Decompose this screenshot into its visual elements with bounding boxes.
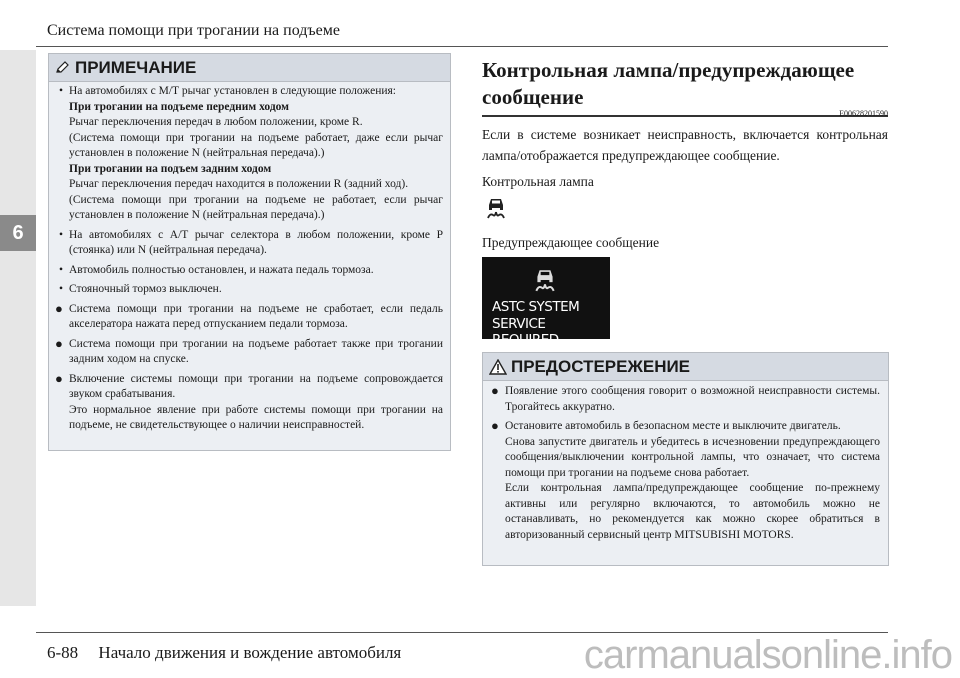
lamp-label: Контрольная лампа: [482, 174, 594, 189]
note-item: [55, 370, 443, 434]
warning-display: [482, 257, 610, 348]
document-code: E00628201590: [839, 109, 888, 118]
section-paragraph: Если в системе возникает неисправность, включается контрольная лампа/отображается предупреждающее сообщение.: [482, 127, 888, 163]
note-title: ПРИМЕЧАНИЕ: [75, 57, 197, 77]
note-subheading: При трогании на подъем задним ходом: [69, 162, 272, 175]
note-text: Рычаг переключения передач в любом положении, кроме R.: [69, 116, 363, 128]
note-text: (Система помощи при трогании на подъеме работает, даже если рычаг установлен в положение N (нейтральная передача).): [69, 131, 443, 159]
chapter-title: Начало движения и вождение автомобиля: [98, 643, 402, 662]
warning-text: Остановите автомобиль в безопасном месте и выключите двигатель.: [505, 420, 841, 432]
note-item: [59, 282, 443, 298]
display-line-2: SERVICE REQUIRED: [492, 316, 559, 348]
pencil-icon: [55, 61, 69, 75]
note-item: [59, 84, 443, 224]
bullet-marker: •: [59, 85, 64, 97]
note-text: Включение системы помощи при трогании на подъеме сопровождается звуком срабатывания.: [69, 372, 443, 400]
astc-display-icon: [531, 267, 559, 293]
note-text: Это нормальное явление при работе системы помощи при трогании на подъеме, не свидетельствующее о наличии неисправностей.: [69, 403, 443, 431]
note-text: Рычаг переключения передач находится в положении R (задний ход).: [69, 178, 409, 190]
warning-box: [482, 352, 889, 566]
note-text: Автомобиль полностью остановлен, и нажата педаль тормоза.: [69, 263, 374, 276]
note-text: На автомобилях с А/Т рычаг селектора в любом положении, кроме Р (стоянка) или N (нейтральная передача).: [69, 228, 443, 256]
message-label: Предупреждающее сообщение: [482, 235, 660, 250]
bullet-marker: •: [59, 263, 64, 276]
note-item: [55, 335, 443, 368]
bullet-marker: ●: [491, 383, 499, 398]
note-text: Система помощи при трогании на подъеме работает также при трогании задним ходом на спуске.: [69, 337, 443, 365]
bullet-marker: •: [59, 283, 64, 295]
bullet-marker: •: [59, 228, 64, 241]
warning-item: [491, 383, 880, 415]
watermark: carmanualsonline.info: [583, 633, 952, 677]
page-header: Система помощи при трогании на подъеме: [47, 22, 340, 39]
bullet-marker: ●: [55, 300, 63, 316]
warning-item: [491, 418, 880, 543]
page-footer: [47, 643, 401, 663]
chapter-tab: [0, 50, 36, 606]
note-text: Система помощи при трогании на подъеме не сработает, если педаль акселератора нажата перед отпусканием педали тормоза.: [69, 302, 443, 330]
warning-title: ПРЕДОСТЕРЕЖЕНИЕ: [511, 356, 691, 376]
warning-body: [483, 381, 888, 543]
section-title: Контрольная лампа/предупреждающее сообщение: [482, 57, 888, 117]
page-number: 6-88: [47, 643, 79, 662]
note-item: [59, 263, 443, 279]
warning-header: [483, 353, 888, 381]
warning-triangle-icon: [489, 359, 507, 375]
bullet-marker: ●: [55, 335, 63, 351]
warning-text: Если контрольная лампа/предупреждающее сообщение по-прежнему активны или регулярно включаются, то автомобиль можно не останавливать, но рекомендуется как можно скорее обратиться в авторизованный сервисный центр MITSUBISHI MOTORS.: [505, 482, 880, 541]
header-divider: [36, 46, 888, 47]
note-header: [49, 54, 450, 82]
display-line-1: ASTC SYSTEM: [492, 299, 580, 315]
bullet-marker: ●: [55, 370, 63, 386]
note-text: На автомобилях с М/Т рычаг установлен в следующие положения:: [69, 85, 396, 97]
note-text: (Система помощи при трогании на подъеме не работает, если рычаг установлен в положение N (нейтральная передача).): [69, 193, 443, 221]
note-item: [59, 228, 443, 259]
note-text: Стояночный тормоз выключен.: [69, 283, 222, 295]
note-subheading: При трогании на подъеме передним ходом: [69, 100, 290, 113]
bullet-marker: ●: [491, 418, 499, 433]
chapter-number: 6: [0, 215, 36, 251]
note-box: [48, 53, 451, 451]
note-item: [55, 300, 443, 333]
warning-text: Появление этого сообщения говорит о возможной неисправности системы. Трогайтесь аккуратно.: [505, 385, 880, 413]
note-body: [49, 82, 450, 434]
astc-icon: [484, 196, 508, 220]
warning-text: Снова запустите двигатель и убедитесь в исчезновении предупреждающего сообщения/выключении контрольной лампы, что означает, что система помощи при трогании на подъеме снова работает.: [505, 435, 880, 479]
